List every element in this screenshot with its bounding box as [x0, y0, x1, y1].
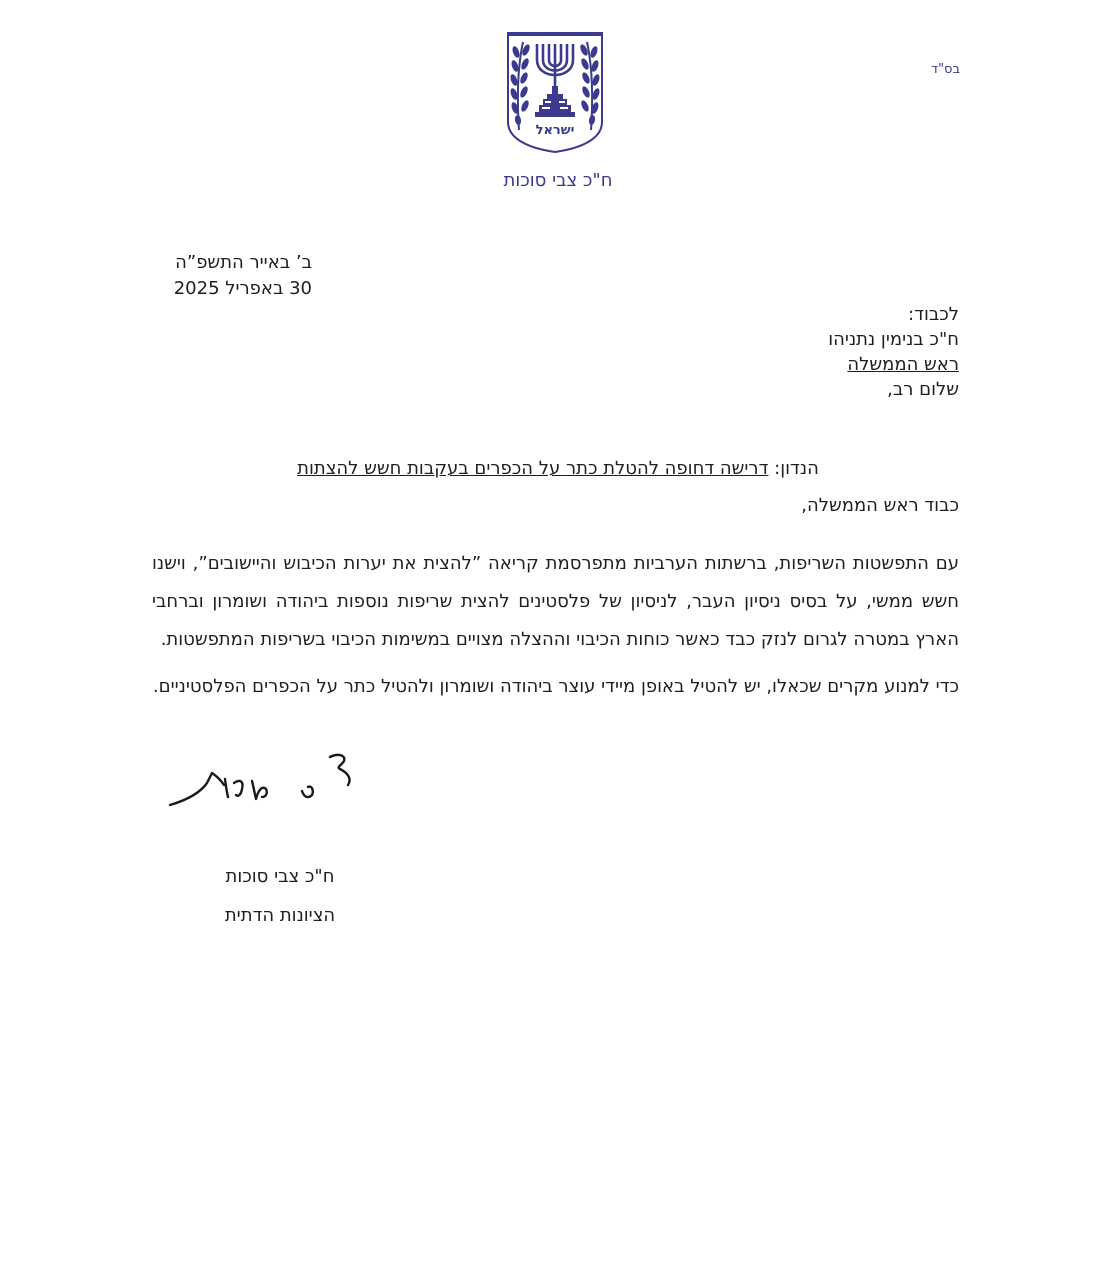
salutation-label: לכבוד:	[908, 304, 959, 325]
hebrew-date: ב’ באייר התשפ”ה	[175, 252, 312, 273]
date-block	[150, 250, 312, 302]
subject-line	[0, 458, 1116, 479]
subject-text: דרישה דחופה להטלת כתר על הכפרים בעקבות חשש להצתות	[297, 458, 769, 479]
opening-greeting: כבוד ראש הממשלה,	[801, 495, 959, 516]
recipient-title: ראש הממשלה	[847, 354, 959, 375]
recipient-greeting: שלום רב,	[887, 379, 959, 400]
body-paragraph: כדי למנוע מקרים שכאלו, יש להטיל באופן מיידי עוצר ביהודה ושומרון ולהטיל כתר על הכפרים הפלסטיניים.	[152, 676, 959, 697]
office-name: ח"כ צבי סוכות	[503, 170, 613, 191]
state-emblem-icon	[505, 30, 605, 155]
recipient-name: ח"כ בנימין נתניהו	[828, 329, 959, 350]
body-paragraph: עם התפשטות השריפות, ברשתות הערביות מתפרסמת קריאה ”להצית את יערות הכיבוש והיישובים”, וישנו חשש ממשי, על בסיס ניסיון העבר, לניסיון של פלסטינים להצית שריפות נוספות ביהודה ושומרון וברחבי הארץ במטרה לגרום לנזק כבד כאשר כוחות הכיבוי וההצלה מצויים במשימות הכיבוי בשריפות המתפשטות.	[152, 553, 959, 650]
emblem-caption: ישראל	[535, 123, 575, 138]
signer-name: ח"כ צבי סוכות	[225, 866, 335, 887]
signer-party: הציונות הדתית	[224, 905, 336, 926]
recipient-block	[828, 302, 959, 402]
bsd-mark: בס"ד	[930, 62, 960, 77]
handwritten-signature-icon	[162, 745, 367, 815]
subject-label: הנדון:	[774, 458, 819, 479]
gregorian-date: 30 באפריל 2025	[173, 278, 312, 299]
